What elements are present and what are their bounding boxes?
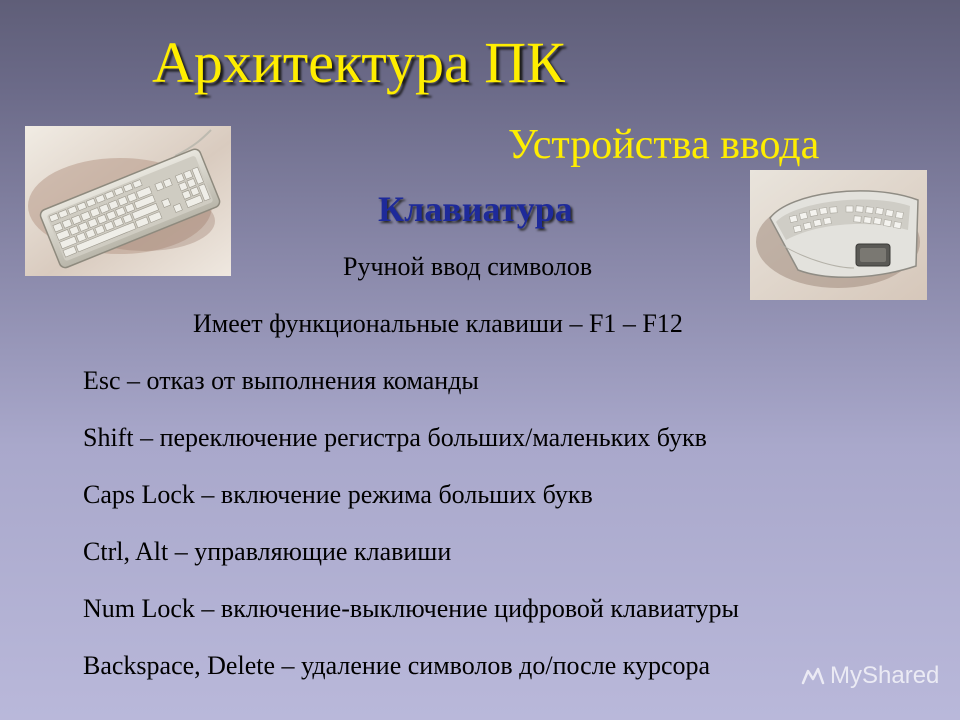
slide-title: Архитектура ПК xyxy=(152,30,565,95)
slide-subtitle: Устройства ввода xyxy=(508,122,820,168)
text-line-7: Num Lock – включение-выключение цифровой клавиатуры xyxy=(83,594,740,623)
watermark-text: MyShared xyxy=(830,661,940,689)
section-title: Клавиатура xyxy=(378,189,573,229)
ergonomic-keyboard-photo-icon xyxy=(750,170,927,300)
text-line-2: Имеет функциональные клавиши – F1 – F12 xyxy=(193,309,683,338)
text-line-1: Ручной ввод символов xyxy=(343,252,593,281)
text-line-4: Shift – переключение регистра больших/маленьких букв xyxy=(83,423,707,452)
text-line-6: Ctrl, Alt – управляющие клавиши xyxy=(83,537,452,566)
text-line-8: Backspace, Delete – удаление символов до/после курсора xyxy=(83,651,711,680)
keyboard-photo-icon xyxy=(25,126,231,276)
myshared-logo-icon xyxy=(800,665,826,687)
text-line-3: Esc – отказ от выполнения команды xyxy=(83,366,479,395)
ergonomic-keyboard-photo xyxy=(750,170,927,300)
text-line-5: Caps Lock – включение режима больших букв xyxy=(83,480,593,509)
myshared-watermark xyxy=(800,660,939,691)
keyboard-photo xyxy=(25,126,231,276)
